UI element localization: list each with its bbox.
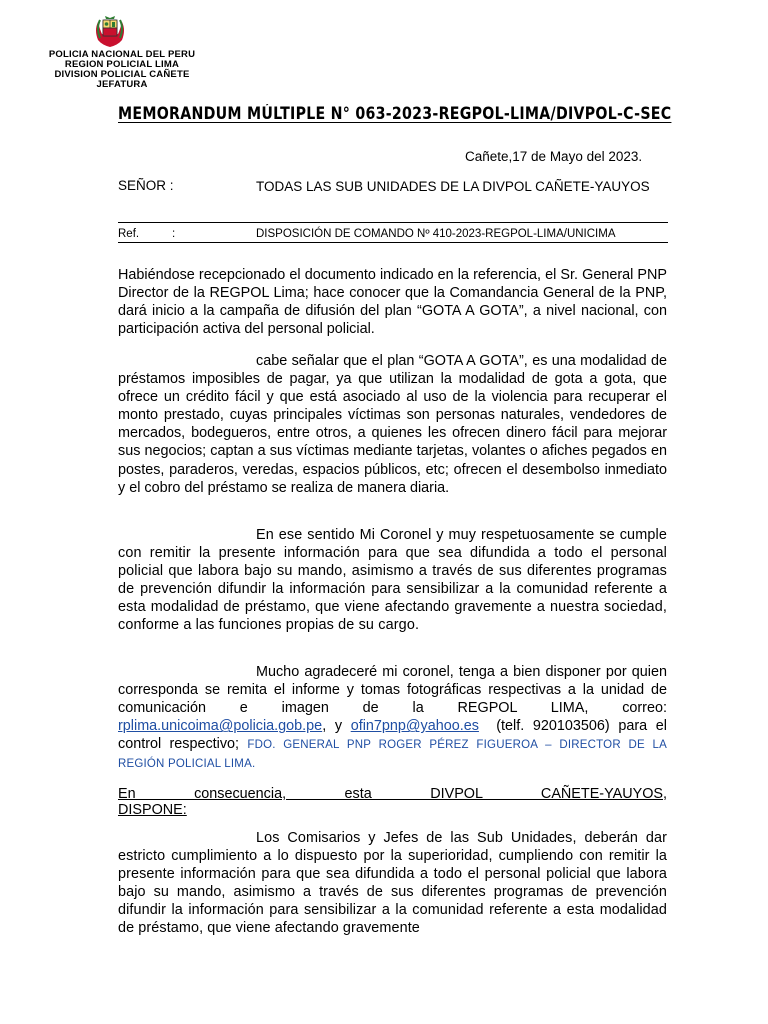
addressee-value: TODAS LAS SUB UNIDADES DE LA DIVPOL CAÑETE-YAUYOS [256, 179, 650, 194]
paragraph-disposition: Los Comisarios y Jefes de las Sub Unidades, deberán dar estricto cumplimiento a lo dispuesto por la superioridad, cumpliendo con remitir la presente información para que sea difundida a todo el personal policial que labora bajo su mando, asimismo a través de sus diferentes programas de prevención difundir la información para sensibilizar a la comunidad referente a esta modalidad de préstamo, que viene afectando gravemente [118, 830, 667, 937]
paragraph-gota-a-gota-definition: cabe señalar que el plan “GOTA A GOTA”, es una modalidad de préstamos imposibles de pagar, ya que utilizan la modalidad de gota a gota, que ofrece un crédito fácil y que está asociado al uso de la violencia para recuperar el monto prestado, cuyas principales víctimas son personas naturales, vendedores de mercados, bodegueros, entre otros, a quienes les ofrecen dinero fácil para mejorar sus negocios; captan a sus víctimas mediante tarjetas, volantes o afiches pegados en postes, paraderos, veredas, espacios públicos, etc; ofrecen el desembolso inmediato y el cobro del préstamo se realiza de manera diaria. [118, 353, 667, 496]
addressee-label: SEÑOR : [118, 178, 174, 193]
letterhead-line-1: POLICIA NACIONAL DEL PERU [48, 49, 196, 60]
paragraph-intro: Habiéndose recepcionado el documento indicado en la referencia, el Sr. General PNP Director de la REGPOL Lima; hace conocer que la Comandancia General de la PNP, dará inicio a la campaña de difusión del plan “GOTA A GOTA”, a nivel nacional, con participación activa del personal policial. [118, 267, 667, 338]
email-link-ofin[interactable]: ofin7pnp@yahoo.es [350, 718, 479, 735]
email-link-regpol[interactable]: rplima.unicoima@policia.gob.pe [118, 718, 323, 735]
memo-title: MEMORANDUM MÚLTIPLE N° 063-2023-REGPOL-LIMA/DIVPOL-C-SEC [118, 104, 672, 123]
letterhead-line-3: DIVISION POLICIAL CAÑETE [54, 69, 190, 80]
paragraph-dissemination-request: En ese sentido Mi Coronel y muy respetuosamente se cumple con remitir la presente información para que sea difundida a todo el personal policial que labora bajo su mando, asimismo a través de sus diferentes programas de prevención difundir la información para sensibilizar a la comunidad referente a esta modalidad de préstamo, que viene afectando gravemente a nuestra sociedad, conforme a las funciones propias de su cargo. [118, 527, 667, 634]
reference-label: Ref. [118, 228, 140, 240]
phone-text: (telf. 920103506) para el control respectivo; [118, 718, 667, 753]
conjunction-text: , y [322, 718, 343, 735]
consecuencia-text: En consecuencia, esta DIVPOL CAÑETE-YAUYOS, [118, 786, 667, 802]
letterhead-line-2: REGION POLICIAL LIMA [64, 59, 180, 70]
letterhead [22, 14, 222, 90]
reference-value: DISPOSICIÓN DE COMANDO Nº 410-2023-REGPOL-LIMA/UNICIMA [256, 228, 616, 240]
dispone-heading: DISPONE: [118, 802, 187, 818]
consecuencia-line [118, 785, 667, 803]
bottom-divider [118, 242, 668, 243]
letterhead-line-4: JEFATURA [96, 79, 148, 90]
peru-coat-of-arms-icon [92, 14, 128, 50]
memo-date: Cañete,17 de Mayo del 2023. [465, 149, 643, 164]
signature-note: FDO. GENERAL PNP ROGER PÉREZ FIGUEROA – DIRECTOR DE LA REGIÓN POLICIAL LIMA. [118, 739, 668, 771]
paragraph-report-request [118, 663, 667, 774]
reference-colon: : [172, 228, 176, 240]
top-divider [118, 222, 668, 223]
report-request-text: Mucho agradeceré mi coronel, tenga a bien disponer por quien corresponda se remita el informe y tomas fotográficas respectivas a la unidad de comunicación e imagen de la REGPOL LIMA, correo: [118, 664, 667, 717]
